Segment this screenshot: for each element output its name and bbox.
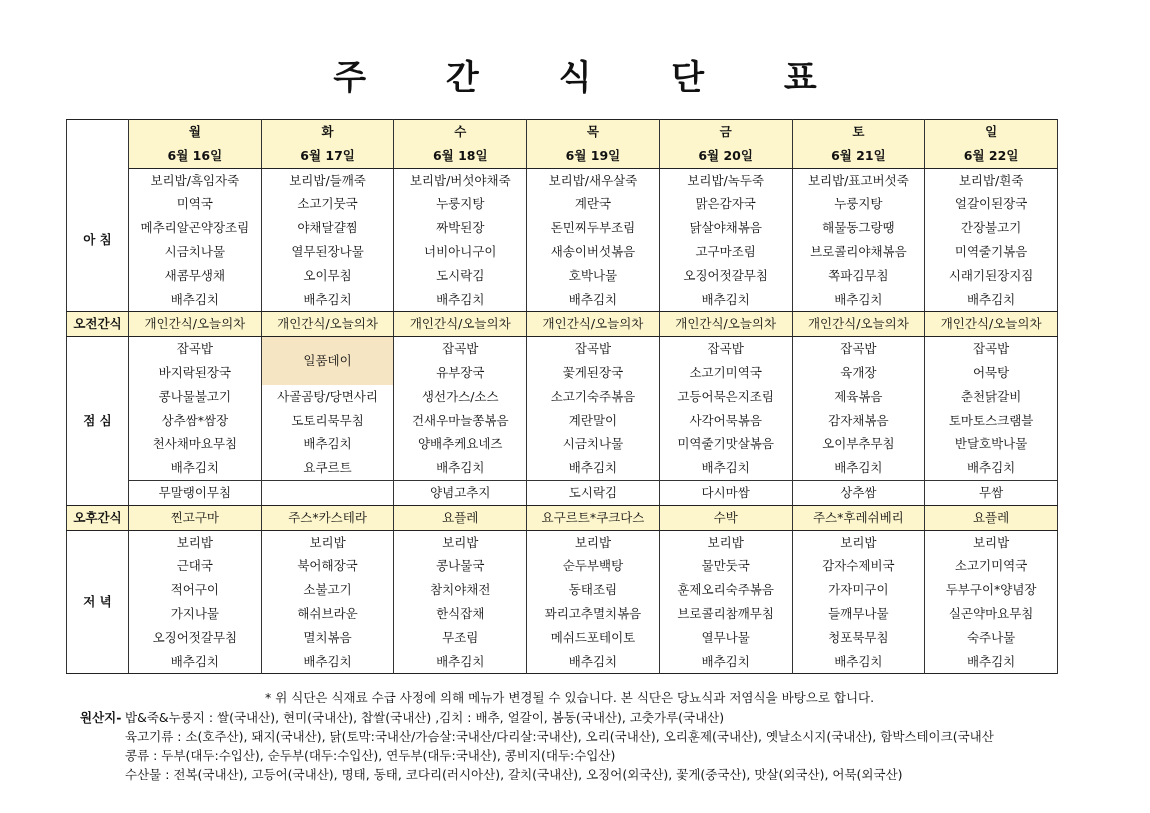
lunch-item: 계란말이 bbox=[527, 409, 660, 433]
date-cell: 6월 21일 bbox=[792, 144, 925, 168]
breakfast-item: 열무된장나물 bbox=[261, 240, 394, 264]
breakfast-item: 배추김치 bbox=[527, 288, 660, 312]
table-row bbox=[67, 120, 1058, 144]
lunch-item: 반달호박나물 bbox=[925, 432, 1058, 456]
dinner-item: 순두부백탕 bbox=[527, 554, 660, 578]
breakfast-item: 배추김치 bbox=[261, 288, 394, 312]
table-row bbox=[67, 240, 1058, 264]
table-row bbox=[67, 456, 1058, 480]
date-cell: 6월 20일 bbox=[659, 144, 792, 168]
lunch-item: 콩나물불고기 bbox=[129, 385, 262, 409]
date-cell: 6월 19일 bbox=[527, 144, 660, 168]
day-name-cell: 일 bbox=[925, 120, 1058, 144]
lunch-item: 감자채볶음 bbox=[792, 409, 925, 433]
dinner-item: 북어해장국 bbox=[261, 554, 394, 578]
table-row bbox=[67, 432, 1058, 456]
dinner-item: 가자미구이 bbox=[792, 578, 925, 602]
dinner-item: 멸치볶음 bbox=[261, 626, 394, 650]
table-row bbox=[67, 264, 1058, 288]
lunch-item: 잡곡밥 bbox=[792, 337, 925, 361]
breakfast-item: 배추김치 bbox=[394, 288, 527, 312]
dinner-item: 실곤약마요무침 bbox=[925, 602, 1058, 626]
page-title: 주 간 식 단 표 bbox=[333, 58, 851, 98]
lunch-item: 잡곡밥 bbox=[527, 337, 660, 361]
breakfast-item: 해물동그랑땡 bbox=[792, 216, 925, 240]
table-row bbox=[67, 505, 1058, 530]
lunch-special-item: 일품데이 bbox=[261, 337, 394, 385]
day-name-cell: 수 bbox=[394, 120, 527, 144]
afternoon-snack-item: 주스*후레쉬베리 bbox=[792, 505, 925, 530]
dinner-item: 보리밥 bbox=[925, 530, 1058, 554]
table-row bbox=[67, 554, 1058, 578]
morning-snack-item: 개인간식/오늘의차 bbox=[394, 312, 527, 337]
breakfast-item: 돈민찌두부조림 bbox=[527, 216, 660, 240]
table-row bbox=[67, 602, 1058, 626]
lunch-extra-item: 무쌈 bbox=[925, 480, 1058, 505]
breakfast-item: 짜박된장 bbox=[394, 216, 527, 240]
corner-cell bbox=[67, 120, 129, 169]
day-name-cell: 금 bbox=[659, 120, 792, 144]
afternoon-snack-item: 주스*카스테라 bbox=[261, 505, 394, 530]
breakfast-item: 간장불고기 bbox=[925, 216, 1058, 240]
dinner-item: 훈제오리숙주볶음 bbox=[659, 578, 792, 602]
breakfast-item: 계란국 bbox=[527, 192, 660, 216]
breakfast-item: 소고기뭇국 bbox=[261, 192, 394, 216]
breakfast-item: 오이무침 bbox=[261, 264, 394, 288]
table-row bbox=[67, 626, 1058, 650]
breakfast-item: 누룽지탕 bbox=[792, 192, 925, 216]
breakfast-item: 보리밥/흰죽 bbox=[925, 168, 1058, 192]
morning-snack-label: 오전간식 bbox=[67, 312, 129, 337]
dinner-item: 보리밥 bbox=[394, 530, 527, 554]
table-row bbox=[67, 385, 1058, 409]
lunch-extra-item: 상추쌈 bbox=[792, 480, 925, 505]
morning-snack-item: 개인간식/오늘의차 bbox=[527, 312, 660, 337]
dinner-item: 두부구이*양념장 bbox=[925, 578, 1058, 602]
breakfast-item: 시래기된장지짐 bbox=[925, 264, 1058, 288]
lunch-item: 배추김치 bbox=[527, 456, 660, 480]
breakfast-item: 보리밥/버섯야채죽 bbox=[394, 168, 527, 192]
lunch-item: 도토리묵무침 bbox=[261, 409, 394, 433]
lunch-item: 소고기숙주볶음 bbox=[527, 385, 660, 409]
dinner-item: 적어구이 bbox=[129, 578, 262, 602]
breakfast-item: 보리밥/표고버섯죽 bbox=[792, 168, 925, 192]
lunch-item: 꽃게된장국 bbox=[527, 361, 660, 385]
day-name-cell: 목 bbox=[527, 120, 660, 144]
lunch-extra-item: 무말랭이무침 bbox=[129, 480, 262, 505]
dinner-item: 보리밥 bbox=[659, 530, 792, 554]
lunch-extra-item: 다시마쌈 bbox=[659, 480, 792, 505]
lunch-label: 점 심 bbox=[67, 337, 129, 506]
breakfast-item: 고구마조림 bbox=[659, 240, 792, 264]
lunch-item: 양배추케요네즈 bbox=[394, 432, 527, 456]
lunch-item: 배추김치 bbox=[261, 432, 394, 456]
breakfast-item: 미역줄기볶음 bbox=[925, 240, 1058, 264]
lunch-item: 사골곰탕/당면사리 bbox=[261, 385, 394, 409]
dinner-item: 숙주나물 bbox=[925, 626, 1058, 650]
breakfast-item: 배추김치 bbox=[129, 288, 262, 312]
table-row bbox=[67, 578, 1058, 602]
lunch-item: 천사채마요무침 bbox=[129, 432, 262, 456]
lunch-item: 배추김치 bbox=[659, 456, 792, 480]
morning-snack-item: 개인간식/오늘의차 bbox=[792, 312, 925, 337]
origin-label: 원산지- bbox=[80, 710, 122, 725]
dinner-item: 콩나물국 bbox=[394, 554, 527, 578]
table-row bbox=[67, 361, 1058, 385]
day-name-cell: 토 bbox=[792, 120, 925, 144]
dinner-item: 보리밥 bbox=[527, 530, 660, 554]
morning-snack-item: 개인간식/오늘의차 bbox=[261, 312, 394, 337]
dinner-item: 브로콜리참깨무침 bbox=[659, 602, 792, 626]
breakfast-item: 야채달걀찜 bbox=[261, 216, 394, 240]
day-name-cell: 화 bbox=[261, 120, 394, 144]
lunch-item: 시금치나물 bbox=[527, 432, 660, 456]
table-row bbox=[67, 216, 1058, 240]
dinner-item: 소불고기 bbox=[261, 578, 394, 602]
breakfast-item: 브로콜리야채볶음 bbox=[792, 240, 925, 264]
dinner-item: 배추김치 bbox=[394, 650, 527, 674]
table-row bbox=[67, 650, 1058, 674]
lunch-item: 오이부추무침 bbox=[792, 432, 925, 456]
dinner-item: 보리밥 bbox=[792, 530, 925, 554]
origin-line-seafood: 수산물 : 전복(국내산), 고등어(국내산), 명태, 동태, 코다리(러시아산), 갈치(국내산), 오징어(외국산), 꽃게(중국산), 맛살(외국산), 어묵(외국산) bbox=[125, 767, 903, 782]
lunch-item: 미역줄기맛살볶음 bbox=[659, 432, 792, 456]
lunch-item: 어묵탕 bbox=[925, 361, 1058, 385]
breakfast-item: 배추김치 bbox=[792, 288, 925, 312]
lunch-item: 바지락된장국 bbox=[129, 361, 262, 385]
table-row bbox=[67, 144, 1058, 168]
breakfast-item: 쪽파김무침 bbox=[792, 264, 925, 288]
dinner-item: 동태조림 bbox=[527, 578, 660, 602]
table-row bbox=[67, 530, 1058, 554]
breakfast-item: 시금치나물 bbox=[129, 240, 262, 264]
afternoon-snack-item: 요구르트*쿠크다스 bbox=[527, 505, 660, 530]
breakfast-item: 보리밥/녹두죽 bbox=[659, 168, 792, 192]
table-row bbox=[67, 337, 1058, 361]
morning-snack-item: 개인간식/오늘의차 bbox=[129, 312, 262, 337]
lunch-item: 배추김치 bbox=[925, 456, 1058, 480]
lunch-item: 잡곡밥 bbox=[925, 337, 1058, 361]
breakfast-label: 아 침 bbox=[67, 168, 129, 312]
date-cell: 6월 16일 bbox=[129, 144, 262, 168]
afternoon-snack-item: 수박 bbox=[659, 505, 792, 530]
afternoon-snack-item: 찐고구마 bbox=[129, 505, 262, 530]
breakfast-item: 도시락김 bbox=[394, 264, 527, 288]
lunch-item: 토마토스크램블 bbox=[925, 409, 1058, 433]
dinner-item: 무조림 bbox=[394, 626, 527, 650]
breakfast-item: 새송이버섯볶음 bbox=[527, 240, 660, 264]
dinner-item: 들깨무나물 bbox=[792, 602, 925, 626]
dinner-item: 배추김치 bbox=[659, 650, 792, 674]
lunch-item: 춘천닭갈비 bbox=[925, 385, 1058, 409]
table-row bbox=[67, 168, 1058, 192]
date-cell: 6월 17일 bbox=[261, 144, 394, 168]
table-row bbox=[67, 288, 1058, 312]
table-row bbox=[67, 409, 1058, 433]
lunch-item: 생선가스/소스 bbox=[394, 385, 527, 409]
morning-snack-item: 개인간식/오늘의차 bbox=[659, 312, 792, 337]
dinner-item: 배추김치 bbox=[792, 650, 925, 674]
dinner-item: 꽈리고추멸치볶음 bbox=[527, 602, 660, 626]
date-cell: 6월 18일 bbox=[394, 144, 527, 168]
dinner-item: 감자수제비국 bbox=[792, 554, 925, 578]
lunch-item: 요쿠르트 bbox=[261, 456, 394, 480]
breakfast-item: 누룽지탕 bbox=[394, 192, 527, 216]
afternoon-snack-item: 요플레 bbox=[394, 505, 527, 530]
origin-line-meat: 육고기류 : 소(호주산), 돼지(국내산), 닭(토막:국내산/가슴살:국내산/다리살:국내산), 오리(국내산), 오리훈제(국내산), 옛날소시지(국내산), 함박스테이크(국내산 bbox=[125, 729, 994, 744]
dinner-item: 청포묵무침 bbox=[792, 626, 925, 650]
lunch-item: 배추김치 bbox=[792, 456, 925, 480]
lunch-extra-item bbox=[261, 480, 394, 505]
dinner-item: 참치야채전 bbox=[394, 578, 527, 602]
lunch-item: 고등어묵은지조림 bbox=[659, 385, 792, 409]
breakfast-item: 닭살야채볶음 bbox=[659, 216, 792, 240]
dinner-label: 저 녁 bbox=[67, 530, 129, 674]
afternoon-snack-label: 오후간식 bbox=[67, 505, 129, 530]
breakfast-item: 너비아니구이 bbox=[394, 240, 527, 264]
breakfast-item: 호박나물 bbox=[527, 264, 660, 288]
dinner-item: 메쉬드포테이토 bbox=[527, 626, 660, 650]
origin-line-beans: 콩류 : 두부(대두:수입산), 순두부(대두:수입산), 연두부(대두:국내산), 콩비지(대두:수입산) bbox=[125, 748, 616, 763]
breakfast-item: 미역국 bbox=[129, 192, 262, 216]
dinner-item: 한식잡채 bbox=[394, 602, 527, 626]
breakfast-item: 보리밥/새우살죽 bbox=[527, 168, 660, 192]
lunch-item: 배추김치 bbox=[129, 456, 262, 480]
dinner-item: 물만둣국 bbox=[659, 554, 792, 578]
table-row bbox=[67, 480, 1058, 505]
menu-change-notice: * 위 식단은 식재료 수급 사정에 의해 메뉴가 변경될 수 있습니다. 본 식단은 당뇨식과 저염식을 바탕으로 합니다. bbox=[265, 690, 875, 705]
lunch-item: 상추쌈*쌈장 bbox=[129, 409, 262, 433]
dinner-item: 근대국 bbox=[129, 554, 262, 578]
dinner-item: 오징어젓갈무침 bbox=[129, 626, 262, 650]
lunch-item: 잡곡밥 bbox=[659, 337, 792, 361]
morning-snack-item: 개인간식/오늘의차 bbox=[925, 312, 1058, 337]
lunch-item: 소고기미역국 bbox=[659, 361, 792, 385]
dinner-item: 열무나물 bbox=[659, 626, 792, 650]
lunch-item: 잡곡밥 bbox=[394, 337, 527, 361]
dinner-item: 배추김치 bbox=[261, 650, 394, 674]
dinner-item: 보리밥 bbox=[261, 530, 394, 554]
dinner-item: 소고기미역국 bbox=[925, 554, 1058, 578]
lunch-item: 육개장 bbox=[792, 361, 925, 385]
breakfast-item: 오징어젓갈무침 bbox=[659, 264, 792, 288]
dinner-item: 보리밥 bbox=[129, 530, 262, 554]
date-cell: 6월 22일 bbox=[925, 144, 1058, 168]
afternoon-snack-item: 요플레 bbox=[925, 505, 1058, 530]
table-row bbox=[67, 312, 1058, 337]
breakfast-item: 메추리알곤약장조림 bbox=[129, 216, 262, 240]
breakfast-item: 보리밥/흑임자죽 bbox=[129, 168, 262, 192]
lunch-extra-item: 도시락김 bbox=[527, 480, 660, 505]
lunch-item: 유부장국 bbox=[394, 361, 527, 385]
dinner-item: 배추김치 bbox=[527, 650, 660, 674]
table-row bbox=[67, 192, 1058, 216]
lunch-extra-item: 양념고추지 bbox=[394, 480, 527, 505]
breakfast-item: 배추김치 bbox=[925, 288, 1058, 312]
lunch-item: 제육볶음 bbox=[792, 385, 925, 409]
breakfast-item: 새콤무생채 bbox=[129, 264, 262, 288]
dinner-item: 해쉬브라운 bbox=[261, 602, 394, 626]
dinner-item: 배추김치 bbox=[129, 650, 262, 674]
lunch-item: 건새우마늘쫑볶음 bbox=[394, 409, 527, 433]
dinner-item: 배추김치 bbox=[925, 650, 1058, 674]
lunch-item: 잡곡밥 bbox=[129, 337, 262, 361]
day-name-cell: 월 bbox=[129, 120, 262, 144]
dinner-item: 가지나물 bbox=[129, 602, 262, 626]
breakfast-item: 보리밥/들깨죽 bbox=[261, 168, 394, 192]
origin-line-rice-kimchi: 밥&죽&누룽지 : 쌀(국내산), 현미(국내산), 찹쌀(국내산) ,김치 : 배추, 얼갈이, 봄동(국내산), 고춧가루(국내산) bbox=[125, 710, 725, 725]
lunch-item: 배추김치 bbox=[394, 456, 527, 480]
breakfast-item: 맑은감자국 bbox=[659, 192, 792, 216]
weekly-menu-table bbox=[66, 119, 1058, 674]
lunch-item: 사각어묵볶음 bbox=[659, 409, 792, 433]
breakfast-item: 배추김치 bbox=[659, 288, 792, 312]
breakfast-item: 얼갈이된장국 bbox=[925, 192, 1058, 216]
